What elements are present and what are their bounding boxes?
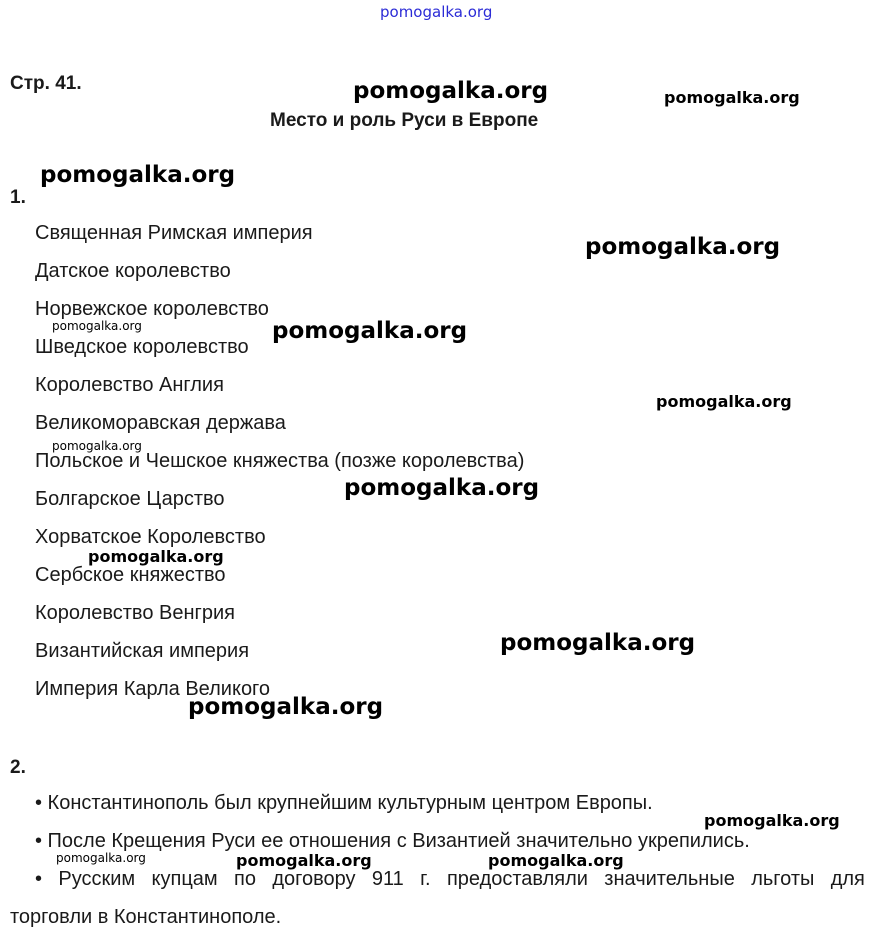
page-title: Место и роль Руси в Европе xyxy=(270,110,539,131)
word: 911 xyxy=(371,868,404,890)
list-item: Священная Римская империя xyxy=(35,222,313,244)
watermark: pomogalka.org xyxy=(188,694,384,720)
word: г. xyxy=(420,868,431,890)
list-item: Датское королевство xyxy=(35,260,231,282)
word: льготы xyxy=(751,868,815,890)
watermark: pomogalka.org xyxy=(585,234,781,260)
bullet-item: • Константинополь был крупнейшим культурным центром Европы. xyxy=(35,792,653,814)
word: значительные xyxy=(604,868,735,890)
bullet-item-justified xyxy=(35,868,865,891)
list-item: Шведское королевство xyxy=(35,336,249,358)
watermark: pomogalka.org xyxy=(236,851,372,870)
word: Русским xyxy=(58,868,136,890)
list-item: Империя Карла Великого xyxy=(35,678,271,700)
watermark: pomogalka.org xyxy=(52,439,142,453)
list-item: Польское и Чешское княжества (позже королевства) xyxy=(35,450,525,472)
word: для xyxy=(830,868,865,890)
list-item: Хорватское Королевство xyxy=(35,526,266,548)
watermark: pomogalka.org xyxy=(656,392,792,411)
watermark: pomogalka.org xyxy=(344,475,540,501)
list-item: Норвежское королевство xyxy=(35,298,269,320)
watermark: pomogalka.org xyxy=(272,318,468,344)
watermark: pomogalka.org xyxy=(40,162,236,188)
list-item: Сербское княжество xyxy=(35,564,226,586)
list-item: Болгарское Царство xyxy=(35,488,225,510)
bullet-continuation: торговли в Константинополе. xyxy=(10,906,282,928)
watermark: pomogalka.org xyxy=(500,630,696,656)
watermark: pomogalka.org xyxy=(488,851,624,870)
top-watermark: pomogalka.org xyxy=(380,3,493,21)
word: предоставляли xyxy=(446,868,588,890)
section-1-number: 1. xyxy=(10,187,26,208)
word: • xyxy=(35,868,43,890)
watermark: pomogalka.org xyxy=(56,851,146,865)
page-label: Стр. 41. xyxy=(10,73,82,94)
watermark: pomogalka.org xyxy=(353,78,549,104)
list-item: Королевство Англия xyxy=(35,374,224,396)
watermark: pomogalka.org xyxy=(88,547,224,566)
word: договору xyxy=(272,868,356,890)
word: по xyxy=(234,868,256,890)
bullet-item: • После Крещения Руси ее отношения с Византией значительно укрепились. xyxy=(35,830,750,852)
list-item: Королевство Венгрия xyxy=(35,602,235,624)
section-2-number: 2. xyxy=(10,757,26,778)
list-item: Великоморавская держава xyxy=(35,412,286,434)
list-item: Византийская империя xyxy=(35,640,250,662)
word: купцам xyxy=(151,868,218,890)
watermark: pomogalka.org xyxy=(704,811,840,830)
watermark: pomogalka.org xyxy=(52,319,142,333)
watermark: pomogalka.org xyxy=(664,88,800,107)
